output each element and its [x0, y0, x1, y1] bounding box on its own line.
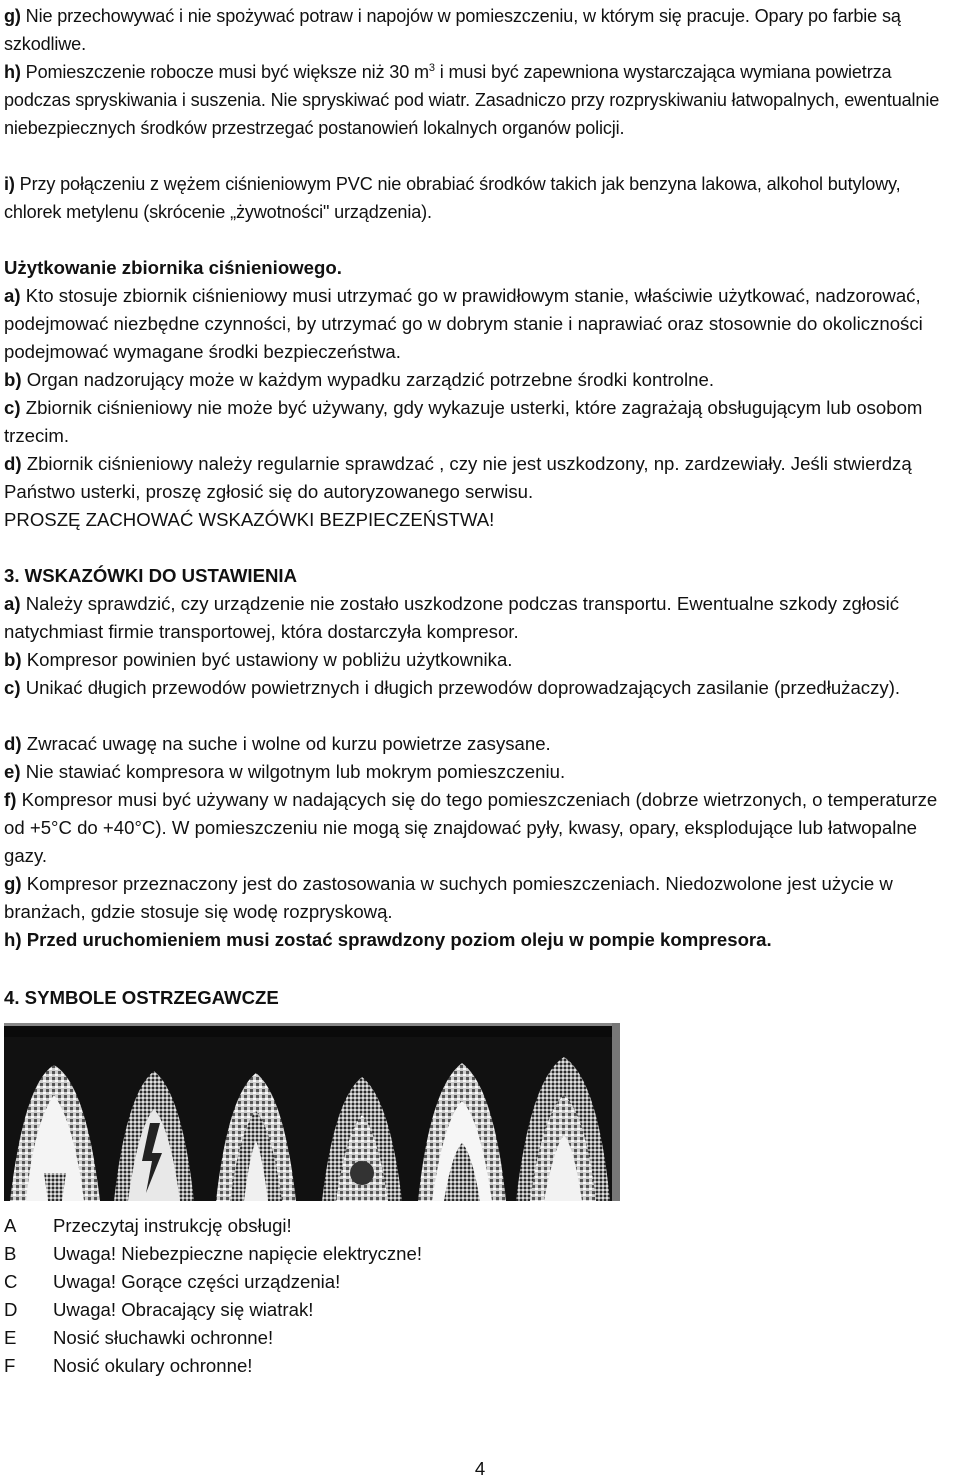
paragraph-h: [4, 58, 952, 142]
legend-letter: A: [4, 1215, 17, 1236]
setup-item-d: [4, 730, 952, 758]
item-label: c): [4, 677, 21, 698]
setup-item-h: [4, 926, 952, 954]
item-text: Przy połączeniu z wężem ciśnieniowym PVC nie obrabiać środków takich jak benzyna lakowa, alkohol butylowy, chlorek metylenu (skrócenie „żywotności" urządzenia).: [4, 174, 901, 222]
item-label: e): [4, 761, 21, 782]
setup-item-b: [4, 646, 952, 674]
tank-item-a: [4, 282, 952, 366]
item-text: Kto stosuje zbiornik ciśnieniowy musi utrzymać go w prawidłowym stanie, właściwie użytkować, nadzorować, podejmować niezbędne czynności, by utrzymać go w dobrym stanie i naprawiać oraz stosownie do okoliczności podejmować wymagane środki bezpieczeństwa.: [4, 285, 923, 362]
legend-text: Uwaga! Gorące części urządzenia!: [53, 1271, 341, 1292]
section-heading-setup: 3. WSKAZÓWKI DO USTAWIENIA: [4, 565, 298, 586]
item-text: Organ nadzorujący może w każdym wypadku zarządzić potrzebne środki kontrolne.: [26, 369, 714, 390]
item-text: Nie przechowywać i nie spożywać potraw i napojów w pomieszczeniu, w którym się pracuje. Opary po farbie są szkodliwe.: [4, 6, 901, 54]
item-label: h): [4, 929, 22, 950]
paragraph-i: [4, 170, 952, 226]
setup-item-c: [4, 674, 952, 702]
item-label: d): [4, 733, 22, 754]
section-heading-symbols: 4. SYMBOLE OSTRZEGAWCZE: [4, 987, 279, 1008]
superscript: 3: [428, 62, 435, 74]
warning-symbols-image: [4, 1023, 620, 1201]
legend-text: Nosić okulary ochronne!: [53, 1355, 253, 1376]
item-text: Zbiornik ciśnieniowy należy regularnie sprawdzać , czy nie jest uszkodzony, np. zardzewiały. Jeśli stwierdzą Państwo usterki, proszę zgłosić się do autoryzowanego serwisu.: [4, 453, 912, 502]
tank-item-b: [4, 366, 952, 394]
legend-text: Przeczytaj instrukcję obsługi!: [53, 1215, 292, 1236]
section-heading-tank: Użytkowanie zbiornika ciśnieniowego.: [4, 257, 342, 278]
legend-text: Uwaga! Obracający się wiatrak!: [53, 1299, 314, 1320]
item-text: Zasadniczo przy rozpryskiwaniu łatwopalnych, ewentualnie niebezpiecznych środków przestrzegać postanowień lokalnych organów policji.: [4, 90, 940, 138]
page-number: 4: [474, 1458, 486, 1479]
legend-text: Uwaga! Niebezpieczne napięcie elektryczne!: [53, 1243, 422, 1264]
setup-item-a: [4, 590, 952, 646]
item-text: Zbiornik ciśnieniowy nie może być używany, gdy wykazuje usterki, które zagrażają obsługującym lub osobom trzecim.: [4, 397, 923, 446]
tank-item-d: [4, 450, 952, 506]
item-label: d): [4, 453, 22, 474]
item-text: Zwracać uwagę na suche i wolne od kurzu powietrze zasysane.: [26, 733, 551, 754]
warning-symbols-graphic: [4, 1023, 620, 1201]
setup-item-g: [4, 870, 952, 926]
item-text: Nie stawiać kompresora w wilgotnym lub mokrym pomieszczeniu.: [25, 761, 566, 782]
item-label: g): [4, 6, 21, 26]
legend-letter: F: [4, 1355, 16, 1376]
item-text: Kompresor powinien być ustawiony w pobliżu użytkownika.: [26, 649, 513, 670]
legend-letter: B: [4, 1243, 17, 1264]
item-label: f): [4, 789, 17, 810]
tank-item-c: [4, 394, 952, 450]
legend-text: Nosić słuchawki ochronne!: [53, 1327, 274, 1348]
item-text: Pomieszczenie robocze musi być większe niż 30 m: [25, 62, 429, 82]
item-text: i musi być zapewniona wystarczająca wymiana powietrza podczas spryskiwania i suszenia. Nie spryskiwać pod wiatr.: [4, 62, 892, 110]
item-text: Należy sprawdzić, czy urządzenie nie zostało uszkodzone podczas transportu. Ewentualne szkody zgłosić natychmiast firmie transportowej, która dostarczyła kompresor.: [4, 593, 900, 642]
item-text: Unikać długich przewodów powietrznych i długich przewodów doprowadzających zasilanie (przedłużaczy).: [25, 677, 901, 698]
item-text: Kompresor musi być używany w nadających się do tego pomieszczeniach (dobrze wietrzonych, o temperaturze od +5°C do +40°C). W pomieszczeniu nie mogą się znajdować pyły, kwasy, opary, eksplodujące lub łatwopalne gazy.: [4, 789, 938, 866]
legend-letter: E: [4, 1327, 17, 1348]
item-label: b): [4, 369, 22, 390]
safety-closing-note: PROSZĘ ZACHOWAĆ WSKAZÓWKI BEZPIECZEŃSTWA!: [4, 509, 495, 530]
item-label: g): [4, 873, 22, 894]
legend-letter: C: [4, 1271, 18, 1292]
item-label: i): [4, 174, 15, 194]
item-label: b): [4, 649, 22, 670]
item-text: Przed uruchomieniem musi zostać sprawdzony poziom oleju w pompie kompresora.: [26, 929, 772, 950]
setup-item-f: [4, 786, 952, 870]
paragraph-g: [4, 2, 952, 58]
item-label: a): [4, 285, 21, 306]
item-label: c): [4, 397, 21, 418]
setup-item-e: [4, 758, 952, 786]
legend-letter: D: [4, 1299, 18, 1320]
item-label: h): [4, 62, 21, 82]
item-text: Kompresor przeznaczony jest do zastosowania w suchych pomieszczeniach. Niedozwolone jest użycie w branżach, gdzie stosuje się wodę rozpryskową.: [4, 873, 893, 922]
item-label: a): [4, 593, 21, 614]
